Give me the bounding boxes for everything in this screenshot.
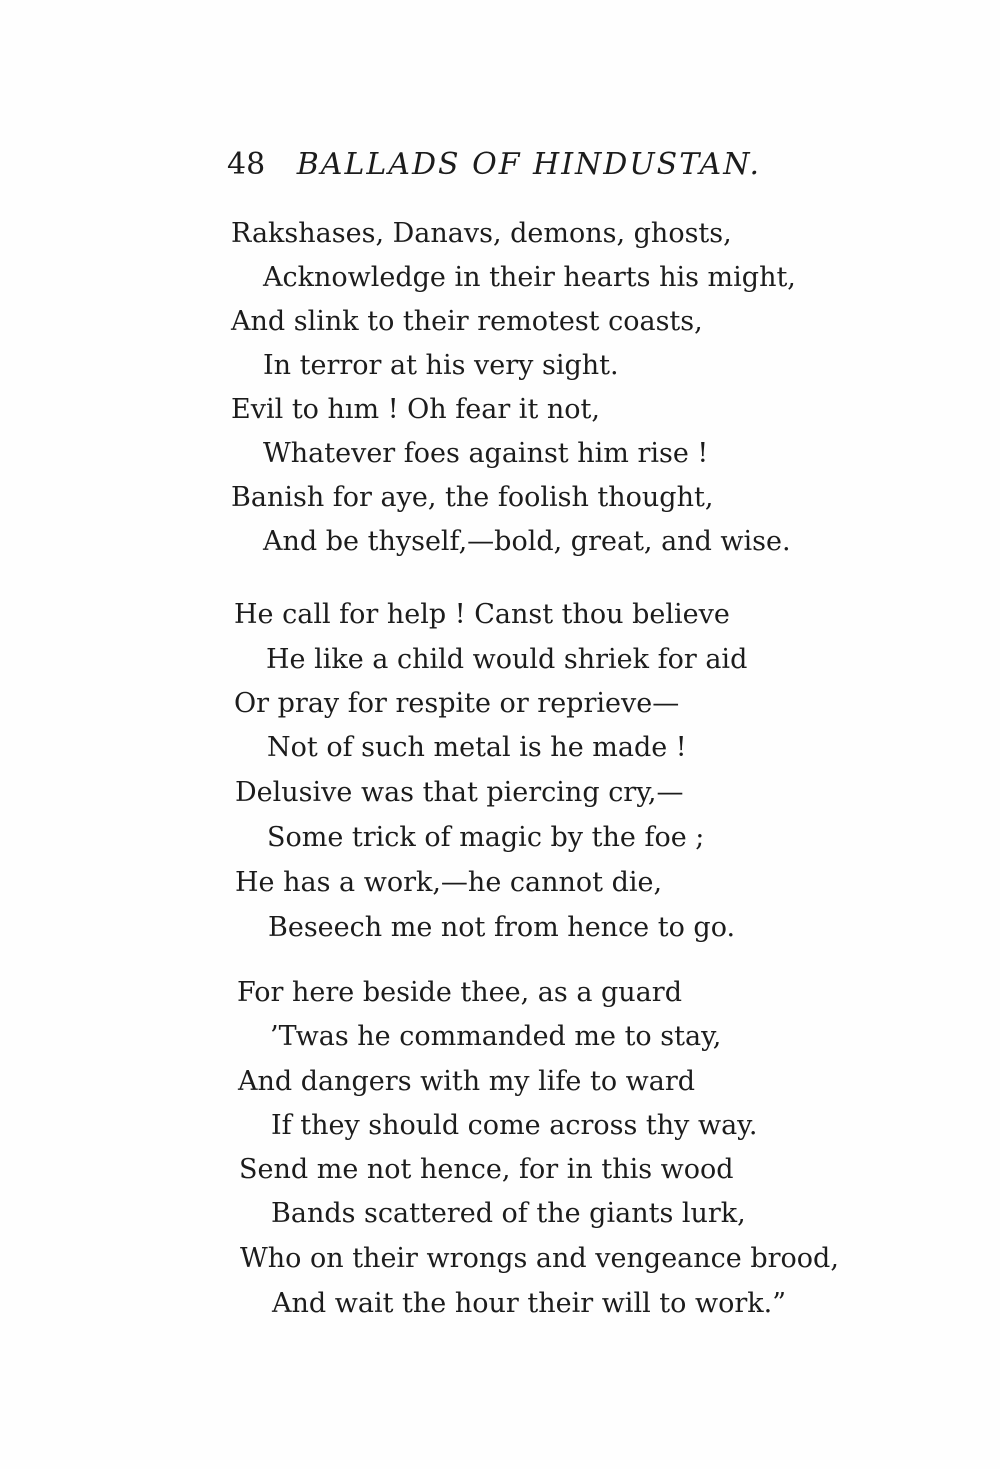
running-title: BALLADS OF HINDUSTAN. <box>296 147 762 182</box>
poem-line: Banish for aye, the foolish thought, <box>231 482 714 513</box>
poem-line: Evil to hım ! Oh fear it not, <box>231 394 600 425</box>
poem-line: Rakshases, Danavs, demons, ghosts, <box>231 218 732 249</box>
poem-line: And be thyself,—bold, great, and wise. <box>263 526 791 557</box>
poem-line: Beseech me not from hence to go. <box>268 912 736 943</box>
poem-line: He call for help ! Canst thou believe <box>234 599 730 630</box>
poem-line: Not of such metal is he made ! <box>267 732 687 763</box>
poem-line: In terror at his very sight. <box>263 350 619 381</box>
poem-line: Or pray for respite or reprieve— <box>234 688 680 719</box>
poem-line: He has a work,—he cannot die, <box>235 867 663 898</box>
page-number: 48 <box>227 147 266 182</box>
poem-line: ’Twas he commanded me to stay, <box>270 1021 722 1052</box>
poem-line: If they should come across thy way. <box>271 1110 758 1141</box>
poem-line: Delusive was that piercing cry,— <box>235 777 684 808</box>
poem-line: Whatever foes against him rise ! <box>263 438 709 469</box>
poem-line: Some trick of magic by the foe ; <box>267 822 705 853</box>
poem-line: And dangers with my life to ward <box>238 1066 696 1097</box>
poem-line: Who on their wrongs and vengeance brood, <box>240 1243 839 1274</box>
poem-line: Acknowledge in their hearts his might, <box>263 262 796 293</box>
poem-line: And slink to their remotest coasts, <box>231 306 703 337</box>
poem-line: Bands scattered of the giants lurk, <box>271 1198 746 1229</box>
poem-line: For here beside thee, as a guard <box>237 977 682 1008</box>
poem-line: Send me not hence, for in this wood <box>239 1154 734 1185</box>
poem-line: And wait the hour their will to work.” <box>272 1288 787 1319</box>
poem-line: He like a child would shriek for aid <box>266 644 748 675</box>
page-header <box>227 143 761 187</box>
